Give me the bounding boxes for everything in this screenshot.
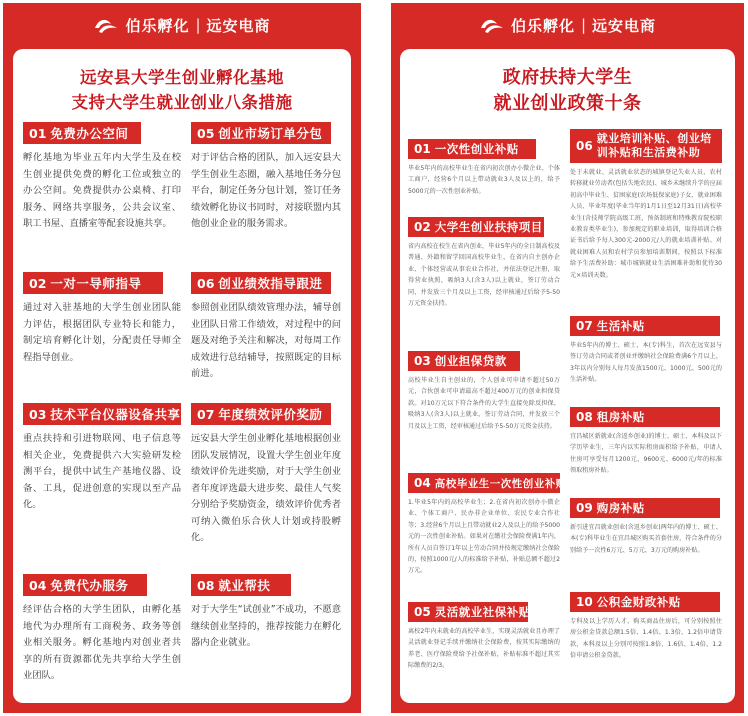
item-text: 1.毕业5年内的高校毕业生；2.在省内初次创办小微企业、个体工商户、民办非企业单位、农民专业合作社等；3.经营6个月以上且带动就业2人及以上的给予5000元的一次性创业补贴。如果对在缴社会保险费满1年内，所有人员自签订1年以上劳动合同并按规定缴纳社会保险的，按照1000元/人的标准给予补贴，补贴总额不超过2万元。 xyxy=(408,499,560,575)
item-text: 离校2年内未就业的高校毕业生，实现灵活就业且办理了灵活就业登记手续并缴纳社会保险费，按其实际缴纳的养老、医疗保险费给予社保补贴，补贴标准不超过其实际缴费的2/3。 xyxy=(408,628,560,670)
item-header: 01 一次性创业补贴 xyxy=(408,139,536,159)
item-header: 08 租房补贴 xyxy=(570,407,720,427)
item-text: 通过对入驻基地的大学生创业团队能力评估，根据团队专业特长和能力，制定培育孵化计划，分配责任导师全程指导创业。 xyxy=(23,302,181,363)
brand-name: 伯乐孵化 xyxy=(510,16,575,35)
item-text: 省内高校在校生在省内创业，毕业5年内的全日制高校及普通、外籍和留学回国高校毕业生，在省内自主创办企业、个体经营或从事农业合作社，并依法登记注册，取得营业执照，吸纳3人(含3人)以上就业，签订劳动合同，并发放三个月及以上工资，经审核通过后给予5-50万元资金扶持。 xyxy=(408,243,560,308)
brand-separator: | xyxy=(580,16,587,34)
item-header: 07 年度绩效评价奖励 xyxy=(191,403,331,425)
left-item-02 xyxy=(23,272,181,366)
item-header: 09 购房补贴 xyxy=(570,498,720,518)
right-title: 政府扶持大学生 就业创业政策十条 xyxy=(493,67,642,114)
right-item-03 xyxy=(408,351,560,432)
item-text: 远安县大学生创业孵化基地根据创业团队发展情况，设置大学生创业年度绩效评价先进奖励，对于大学生创业者年度评选最大进步奖、最佳人气奖分别给予奖励资金，绩效评价优秀者可纳入微伯乐合伙人计划或持股孵化。 xyxy=(191,433,341,543)
left-item-07 xyxy=(191,403,341,547)
item-text: 处于未就业、灵活就业状态的城镇登记失业人员、农村转移就业劳动者(包括失地农民)、城乡未继续升学的应届初高中毕业生、贫困家庭(农场低保家庭)子女、就业困难人员、毕业年度(毕业当年的1月1日至12月31日)高校毕业生(含技师学院高级工班、预备制班和特殊教育院校职业教育类毕业生)，参加规定的职业培训，取得培训合格证书后给予每人300元-2000元/人的就业培训补贴。对就业困难人员和农村学员参加培训期间，按照以下标准给予生活费补助：城市城镇就业生活困难补助和优待30元×培训天数。 xyxy=(570,169,722,279)
item-header: 05 灵活就业社保补贴 xyxy=(408,602,528,622)
left-item-04 xyxy=(23,574,181,685)
item-text: 对于大学生“试创业”不成功，不愿意继续创业坚持的，推荐按能力在孵化器内企业就业。 xyxy=(191,604,341,648)
item-text: 毕业5年内的高校毕业生在省内初次创办小微企业、个体工商户，经营6个月以上带动就业3人及以上的，给予5000元的一次性创业补贴。 xyxy=(408,165,560,195)
item-header: 07 生活补贴 xyxy=(570,316,720,336)
item-text: 经评估合格的大学生团队，由孵化基地代为办理所有工商税务、政务等创业相关服务。孵化基地内对创业者共享的所有资源都优先共享给大学生创业团队。 xyxy=(23,604,181,681)
item-header: 04 免费代办服务 xyxy=(23,574,147,596)
brand-header xyxy=(391,3,744,47)
item-text: 高校毕业生自主创业的，个人创业可申请不超过50万元，合伙创业可申请最高不超过400万元的创业担保贷款。对10万元以下符合条件的大学生直接免除反担保，吸纳3人(含3人)以上就业，签订劳动合同，并发放三个月及以上工资，经审核通过后给予5-50万元资金扶持。 xyxy=(408,377,560,430)
item-header: 03 技术平台仪器设备共享 xyxy=(23,403,181,425)
brand-logo-icon xyxy=(93,14,119,36)
item-text: 对于评估合格的团队，加入远安县大学生创业生态圈，融入基地任务分包平台，制定任务分包计划，签订任务绩效孵化协议书同时，对接联盟内其他创业企业的服务需求。 xyxy=(191,152,341,229)
left-item-01 xyxy=(23,122,181,233)
right-sheet xyxy=(400,49,735,703)
brand-logo-icon xyxy=(479,14,505,36)
right-item-09 xyxy=(570,498,722,556)
left-sheet xyxy=(13,49,351,703)
item-header: 02 一对一导师指导 xyxy=(23,272,163,294)
item-header: 04 高校毕业生一次性创业补贴 xyxy=(408,473,560,493)
item-text: 参照创业团队绩效管理办法，辅导创业团队日常工作绩效，对过程中的问题及对绝予关注和解决，对每周工作成效进行总结辅导，按照既定的目标前进。 xyxy=(191,302,341,379)
item-header: 03 创业担保贷款 xyxy=(408,351,520,371)
right-item-02 xyxy=(408,217,560,309)
right-item-08 xyxy=(570,407,722,477)
item-header: 06 创业绩效指导跟进 xyxy=(191,272,331,294)
left-title: 远安县大学生创业孵化基地 支持大学生就业创业八条措施 xyxy=(71,68,293,112)
left-item-08 xyxy=(191,574,341,652)
right-poster xyxy=(391,3,744,713)
item-text: 毕业5年内的博士、硕士、本(专)科生，首次在远安县与签订劳动合同或者创业并缴纳社会保险费满6个月以上，3年以内分别每人每月发放1500元、1000元、500元的生活补贴。 xyxy=(570,342,722,384)
item-text: 新引进宜昌就业创业(含返乡创业)两年内的博士、硕士、本(专)科毕业生在宜昌城区购买首套住房，符合条件的分别给予一次性6万元、5万元、3万元的购房补贴。 xyxy=(570,524,722,554)
item-text: 专科及以上学历人才，购买商品住房后，可分别按照住房公积金贷款总额1.5倍、1.4倍、1.3倍、1.2倍申请贷款，本科及以上分别可按照1.8倍、1.6倍、1.4倍、1.2倍申请公积金贷款。 xyxy=(570,618,722,660)
item-header: 05 创业市场订单分包 xyxy=(191,122,331,144)
left-item-05 xyxy=(191,122,341,233)
item-header: 08 就业帮扶 xyxy=(191,574,291,596)
item-header: 01 免费办公空间 xyxy=(23,122,141,144)
right-item-05 xyxy=(408,602,560,672)
brand-sub: 远安电商 xyxy=(206,16,271,35)
right-item-04 xyxy=(408,473,567,577)
brand-sub: 远安电商 xyxy=(592,16,657,35)
item-text: 孵化基地为毕业五年内大学生及在校生创业提供免费的孵化工位或独立的办公空间。免费提供办公桌椅、打印服务、网络共享服务，公共会议室、职工书屋、直播室等配套设施共享。 xyxy=(23,152,181,229)
brand-separator: | xyxy=(195,16,201,34)
left-poster xyxy=(3,3,361,713)
brand-name: 伯乐孵化 xyxy=(125,16,190,35)
item-text: 宜昌城区新就业(含返乡创业)的博士、硕士、本科及以下学历毕业生，三年内以实际租房面积给予补贴，申请人住房可享受每月1200元、9600元、6000元/年的标准领取租房补贴。 xyxy=(570,433,722,475)
left-item-06 xyxy=(191,272,341,383)
item-header: 02 大学生创业扶持项目 xyxy=(408,217,544,237)
item-text: 重点扶持和引进物联网、电子信息等相关企业，免费提供六大实验研发检测平台，提供中试生产基地仪器、设备、工具，促进创意的实现以至产品化。 xyxy=(23,433,181,510)
item-header: 10 公积金财政补贴 xyxy=(570,592,720,612)
right-item-10 xyxy=(570,592,722,662)
left-item-03 xyxy=(23,403,181,514)
item-header: 06 就业培训补贴、创业培训补贴和生活费补助 xyxy=(570,129,722,163)
right-item-06 xyxy=(570,129,722,281)
brand-header xyxy=(3,3,361,47)
right-item-07 xyxy=(570,316,722,386)
right-item-01 xyxy=(408,139,560,197)
